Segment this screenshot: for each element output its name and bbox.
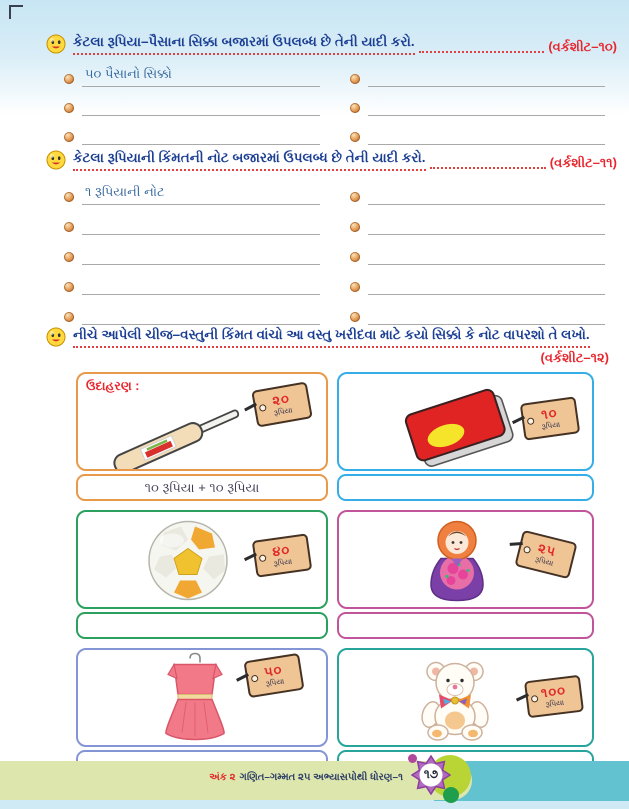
- smiley-icon: [46, 327, 66, 347]
- card-teddy-bear: [337, 648, 594, 777]
- answer-line[interactable]: [82, 244, 320, 265]
- price-value: ૫૦: [263, 661, 284, 680]
- bullet-bead-icon: [350, 252, 360, 262]
- price-unit: રૂપિયા: [273, 556, 293, 569]
- price-value: ૪૦: [271, 542, 292, 560]
- list-item: [350, 66, 606, 87]
- card-cricket-bat: [76, 372, 328, 501]
- bullet-bead-icon: [64, 132, 74, 142]
- item-image-box: [337, 510, 594, 609]
- crop-mark-top-left: [9, 5, 23, 19]
- answer-line[interactable]: [82, 214, 320, 235]
- footer-label-rest: ગણિત–ગમ્મત ૨૫ અભ્યાસપોથી ધોરણ–૧: [239, 772, 403, 783]
- list-item: [350, 214, 606, 235]
- worksheet-badge: (વર્કશીટ–૧૨): [540, 350, 609, 365]
- section-heading: કેટલા રૂપિયા–પૈસાના સિક્કા બજારમાં ઉપલબ્ધ છે તેની યાદી કરો.: [73, 34, 415, 55]
- smiley-icon: [46, 34, 66, 54]
- answer-line[interactable]: ૫૦ પૈસાનો સિક્કો: [82, 66, 320, 87]
- footer-label-red: અંક ૨: [209, 772, 236, 783]
- list-item: [64, 184, 320, 205]
- bottom-strip: [0, 800, 629, 809]
- item-image-box: [337, 372, 594, 471]
- price-value: ૨૫: [536, 540, 558, 560]
- card-red-book: [337, 372, 594, 501]
- answer-line[interactable]: [368, 95, 606, 116]
- answer-line[interactable]: [82, 274, 320, 295]
- coins-answer-list: [64, 66, 605, 145]
- card-football: [76, 510, 328, 639]
- bullet-bead-icon: [350, 132, 360, 142]
- page-number: ૧૭: [423, 767, 439, 781]
- answer-line[interactable]: [82, 95, 320, 116]
- answer-line[interactable]: ૧ રૂપિયાની નોટ: [82, 184, 320, 205]
- bullet-bead-icon: [350, 192, 360, 202]
- answer-line[interactable]: [368, 244, 606, 265]
- example-label: ઉદાહરણ :: [86, 379, 140, 393]
- bullet-bead-icon: [64, 312, 74, 322]
- list-item: [350, 274, 606, 295]
- answer-box[interactable]: [337, 612, 594, 639]
- section-notes: [46, 150, 617, 171]
- price-value: ૨૦: [271, 390, 292, 409]
- bullet-bead-icon: [64, 222, 74, 232]
- answer-line[interactable]: [82, 124, 320, 145]
- list-item: [64, 214, 320, 235]
- bullet-bead-icon: [64, 192, 74, 202]
- item-image-box: [76, 510, 328, 609]
- bullet-bead-icon: [350, 103, 360, 113]
- notes-answer-list: [64, 184, 605, 325]
- dotted-leader: [419, 50, 545, 53]
- list-item: [64, 95, 320, 116]
- worksheet-badge: (વર્કશીટ–૧૦): [548, 39, 617, 54]
- bullet-bead-icon: [64, 282, 74, 292]
- list-item: [64, 274, 320, 295]
- footer-book-title: [209, 772, 403, 783]
- list-item: [350, 95, 606, 116]
- answer-box[interactable]: [76, 612, 328, 639]
- list-item: [350, 304, 606, 325]
- bullet-bead-icon: [350, 74, 360, 84]
- price-tag: [524, 675, 584, 719]
- answer-line[interactable]: [368, 124, 606, 145]
- bullet-bead-icon: [350, 222, 360, 232]
- answer-box[interactable]: [337, 474, 594, 501]
- price-unit: રૂપિયા: [273, 405, 294, 418]
- price-unit: રૂપિયા: [534, 554, 555, 569]
- list-item: [350, 244, 606, 265]
- list-item: [350, 124, 606, 145]
- list-item: [64, 66, 320, 87]
- bullet-bead-icon: [350, 312, 360, 322]
- card-matryoshka-doll: [337, 510, 594, 639]
- section-heading: કેટલા રૂપિયાની કિંમતની નોટ બજારમાં ઉપલબ્ધ છે તેની યાદી કરો.: [73, 150, 426, 171]
- price-tag: [252, 533, 313, 577]
- price-unit: રૂપિયા: [545, 698, 565, 710]
- bullet-bead-icon: [350, 282, 360, 292]
- item-card-grid: [76, 372, 596, 777]
- answer-line[interactable]: [368, 184, 606, 205]
- section-heading: નીચે આપેલી ચીજ–વસ્તુની કિંમત વાંચો આ વસ્તુ ખરીદવા માટે કયો સિક્કો કે નોટ વાપરશો તે લખો.: [73, 327, 590, 348]
- dotted-leader: [430, 166, 546, 169]
- card-dress: [76, 648, 328, 777]
- item-image-box: [76, 648, 328, 747]
- section-coins: [46, 34, 617, 55]
- smiley-icon: [46, 150, 66, 170]
- section-shopping: [46, 327, 617, 366]
- bullet-bead-icon: [64, 103, 74, 113]
- price-unit: રૂપિયા: [541, 419, 561, 432]
- price-value: ૧૦૦: [540, 682, 567, 701]
- list-item: [64, 244, 320, 265]
- page-number-badge: [411, 755, 451, 795]
- list-item: [350, 184, 606, 205]
- price-value: ૧૦: [540, 405, 559, 423]
- price-tag: [520, 396, 581, 440]
- answer-line[interactable]: [368, 274, 606, 295]
- bullet-bead-icon: [64, 252, 74, 262]
- answer-line[interactable]: [368, 66, 606, 87]
- price-unit: રૂપિયા: [265, 676, 285, 689]
- answer-line[interactable]: [368, 304, 606, 325]
- item-image-box: [76, 372, 328, 471]
- worksheet-badge: (વર્કશીટ–૧૧): [549, 155, 617, 170]
- list-item: [64, 304, 320, 325]
- bullet-bead-icon: [64, 74, 74, 84]
- answer-line[interactable]: [82, 304, 320, 325]
- item-image-box: [337, 648, 594, 747]
- answer-box[interactable]: ૧૦ રૂપિયા + ૧૦ રૂપિયા: [76, 474, 328, 501]
- list-item: [64, 124, 320, 145]
- answer-line[interactable]: [368, 214, 606, 235]
